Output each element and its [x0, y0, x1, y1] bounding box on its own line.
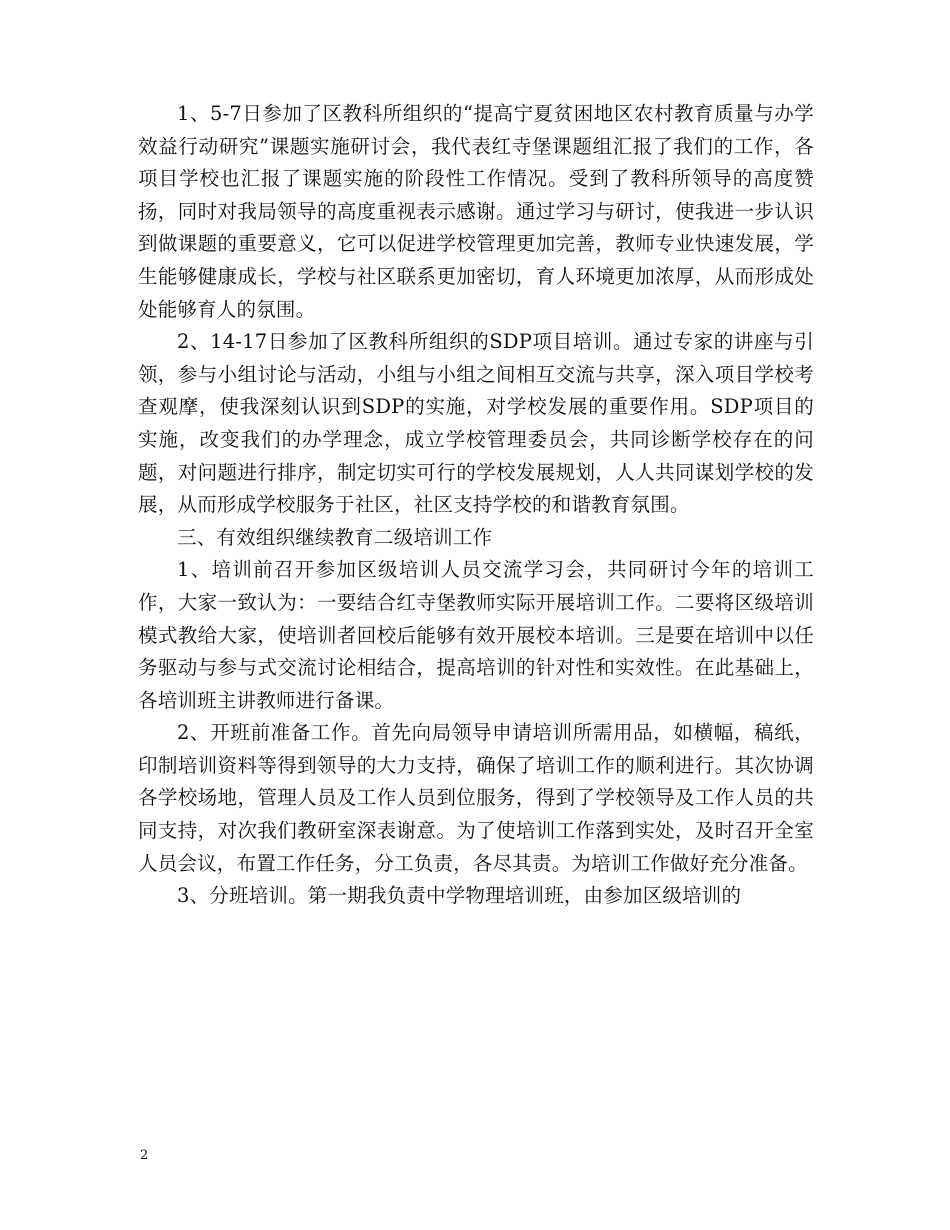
section-heading: 三、有效组织继续教育二级培训工作	[177, 525, 493, 549]
page-number: 2	[140, 1148, 149, 1163]
paragraph-2: 2、14-17日参加了区教科所组织的SDP项目培训。通过专家的讲座与引领，参与小组讨论与活动，小组与小组之间相互交流与共享，深入项目学校考查观摩，使我深刻认识到SDP的实施，对学校发展的重要作用。SDP项目的实施，改变我们的办学理念，成立学校管理委员会，共同诊断学校存在的问题，对问题进行排序，制定切实可行的学校发展规划，人人共同谋划学校的发展，从而形成学校服务于社区，社区支持学校的和谐教育氛围。	[138, 330, 814, 517]
paragraph-4: 2、开班前准备工作。首先向局领导申请培训所需用品，如横幅，稿纸，印制培训资料等得到领导的大力支持，确保了培训工作的顺利进行。其次协调各学校场地，管理人员及工作人员到位服务，得到了学校领导及工作人员的共同支持，对次我们教研室深表谢意。为了使培训工作落到实处，及时召开全室人员会议，布置工作任务，分工负责，各尽其责。为培训工作做好充分准备。	[138, 721, 814, 875]
paragraph-5: 3、分班培训。第一期我负责中学物理培训班，由参加区级培训的	[177, 884, 742, 908]
paragraph-1: 1、5-7日参加了区教科所组织的“提高宁夏贫困地区农村教育质量与办学效益行动研究”课题实施研讨会，我代表红寺堡课题组汇报了我们的工作，各项目学校也汇报了课题实施的阶段性工作情况。受到了教科所领导的高度赞扬，同时对我局领导的高度重视表示感谢。通过学习与研讨，使我进一步认识到做课题的重要意义，它可以促进学校管理更加完善，教师专业快速发展，学生能够健康成长，学校与社区联系更加密切，育人环境更加浓厚，从而形成处处能够育人的氛围。	[138, 102, 814, 321]
paragraph-3: 1、培训前召开参加区级培训人员交流学习会，共同研讨今年的培训工作，大家一致认为：一要结合红寺堡教师实际开展培训工作。二要将区级培训模式教给大家，使培训者回校后能够有效开展校本培训。三是要在培训中以任务驱动与参与式交流讨论相结合，提高培训的针对性和实效性。在此基础上，各培训班主讲教师进行备课。	[138, 558, 814, 712]
body-text	[138, 98, 814, 913]
